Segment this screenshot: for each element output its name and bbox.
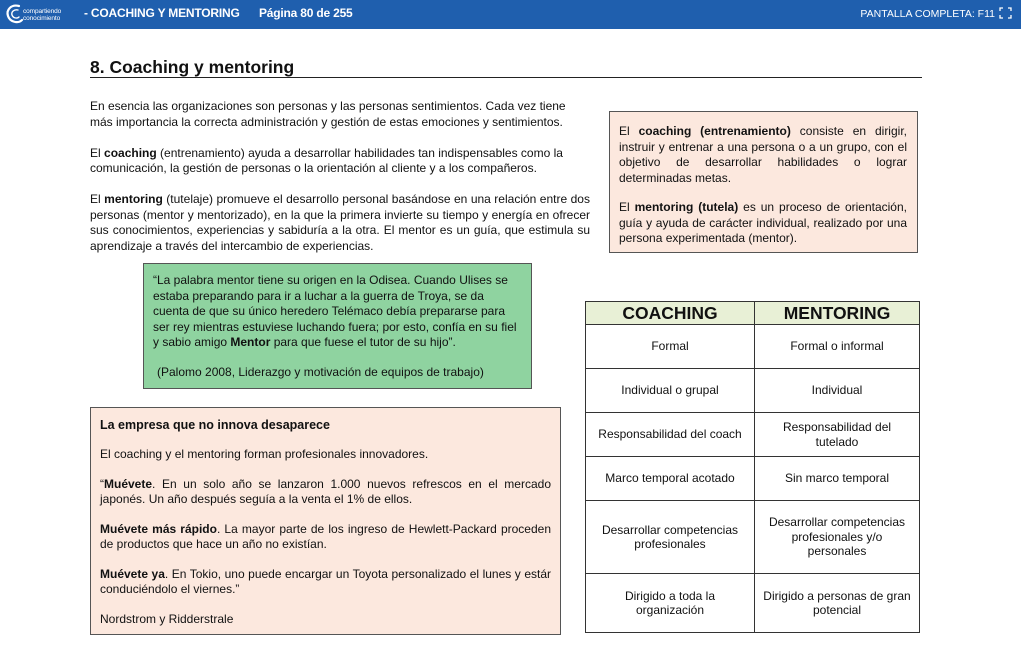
innovation-heading: La empresa que no innova desaparece [100, 418, 330, 432]
table-cell: Formal o informal [755, 325, 920, 369]
page-indicator: Página 80 de 255 [259, 6, 353, 20]
title-divider [90, 77, 922, 78]
innovation-box [90, 407, 561, 635]
mentoring-definition [619, 200, 907, 247]
innovation-point-3 [100, 567, 551, 597]
table-cell: Marco temporal acotado [586, 457, 755, 501]
quote-citation: (Palomo 2008, Liderazgo y motivación de equipos de trabajo) [157, 364, 484, 379]
quote-text-before: “La palabra mentor tiene su origen en la Odisea. Cuando Ulises se estaba preparando para ir a luchar a la guerra de Troya, se da cuenta de que su único heredero Telémaco debía prepararse para ser rey mientras estuviese luchando fuera; por esto, confía en su fiel y sabio amigo [153, 273, 517, 349]
logo[interactable] [5, 3, 67, 27]
table-cell: Responsabilidad del tutelado [755, 413, 920, 457]
def2-prefix: El [619, 200, 635, 214]
table-row [586, 457, 920, 501]
innovation-point-2 [100, 522, 551, 552]
table-row [586, 501, 920, 574]
innovation-source: Nordstrom y Ridderstrale [100, 612, 234, 626]
quote-text-after: para que fuese el tutor de su hijo”. [270, 335, 456, 349]
point1-text: . En un solo año se lanzaron 1.000 nuevos refrescos en el mercado japonés. Un año después seguía a la venta el 1% de ellos. [100, 477, 551, 506]
logo-text-line-1: compartiendo [23, 8, 62, 15]
logo-swirl-icon [5, 3, 25, 25]
coaching-term: coaching [104, 145, 157, 160]
table-cell: Desarrollar competencias profesionales y/o personales [755, 501, 920, 574]
logo-text-line-2: conocimiento [23, 15, 61, 22]
table-row [586, 369, 920, 413]
intro-p3-prefix: El [90, 192, 105, 206]
point1-quote-mark: “ [100, 477, 104, 491]
def1-text: consiste en dirigir, instruir y entrenar a una persona o a un grupo, con el objetivo de desarrollar habilidades o lograr determinadas metas. [619, 124, 907, 185]
point2-text: . La mayor parte de los ingreso de Hewlett-Packard proceden de productos que hace un año no existían. [100, 522, 551, 551]
table-row [586, 574, 920, 633]
def2-term: mentoring (tutela) [634, 200, 739, 214]
top-bar [0, 0, 1021, 29]
table-cell: Dirigido a personas de gran potencial [755, 574, 920, 633]
definitions-box [609, 111, 918, 253]
table-row [586, 325, 920, 369]
intro-paragraph-1: En esencia las organizaciones son personas y las personas sentimientos. Cada vez tiene más importancia la correcta administración y gestión de estas emociones y sentimientos. [90, 99, 566, 129]
intro-p3-text: (tutelaje) promueve el desarrollo personal basándose en una relación entre dos personas (mentor y mentorizado), en la que la primera invierte su tiempo y energía en ofrecer sus conocimientos, experiencias y sabiduría a la otra. El mentor es un guía, que estimula su aprendizaje a través del intercambio de experiencias. [90, 192, 590, 253]
point3-text: . En Tokio, uno puede encargar un Toyota personalizado el lunes y estár conduciéndolo el viernes.” [100, 567, 551, 596]
intro-paragraph-2 [90, 146, 590, 177]
innovation-point-1 [100, 477, 551, 507]
def1-prefix: El [619, 124, 639, 138]
table-cell: Dirigido a toda la organización [586, 574, 755, 633]
column-header-coaching: COACHING [586, 302, 755, 325]
fullscreen-label[interactable]: PANTALLA COMPLETA: F11 [860, 8, 995, 20]
table-cell: Individual [755, 369, 920, 413]
table-row [586, 413, 920, 457]
table-cell: Responsabilidad del coach [586, 413, 755, 457]
comparison-table [585, 301, 920, 633]
point1-term: Muévete [104, 477, 153, 491]
coaching-definition [619, 124, 907, 186]
intro-p2-prefix: El [90, 145, 105, 160]
quote-mentor-term: Mentor [230, 335, 271, 349]
course-title: - COACHING Y MENTORING [84, 6, 240, 20]
point3-term: Muévete ya [100, 567, 165, 581]
intro-p2-text: (entrenamiento) ayuda a desarrollar habilidades tan indispensables como la comunicación, la gestión de personas o la orientación al cliente y a los compañeros. [90, 145, 563, 175]
intro-text [90, 99, 590, 270]
table-header-row [586, 302, 920, 325]
table-cell: Sin marco temporal [755, 457, 920, 501]
quote-text [153, 273, 521, 351]
intro-paragraph-3 [90, 192, 590, 254]
logo-text [23, 8, 61, 22]
page-title: 8. Coaching y mentoring [90, 57, 295, 77]
def2-text: es un proceso de orientación, guía y ayuda de carácter individual, realizado por una persona experimentada (mentor). [619, 200, 907, 245]
table-cell: Formal [586, 325, 755, 369]
innovation-intro: El coaching y el mentoring forman profesionales innovadores. [100, 447, 429, 461]
mentor-quote-box [143, 263, 532, 389]
def1-term: coaching (entrenamiento) [638, 124, 791, 138]
point2-term: Muévete más rápido [100, 522, 217, 536]
table-cell: Desarrollar competencias profesionales [586, 501, 755, 574]
table-cell: Individual o grupal [586, 369, 755, 413]
column-header-mentoring: MENTORING [755, 302, 920, 325]
fullscreen-icon[interactable] [999, 7, 1012, 19]
mentoring-term: mentoring [104, 192, 163, 206]
